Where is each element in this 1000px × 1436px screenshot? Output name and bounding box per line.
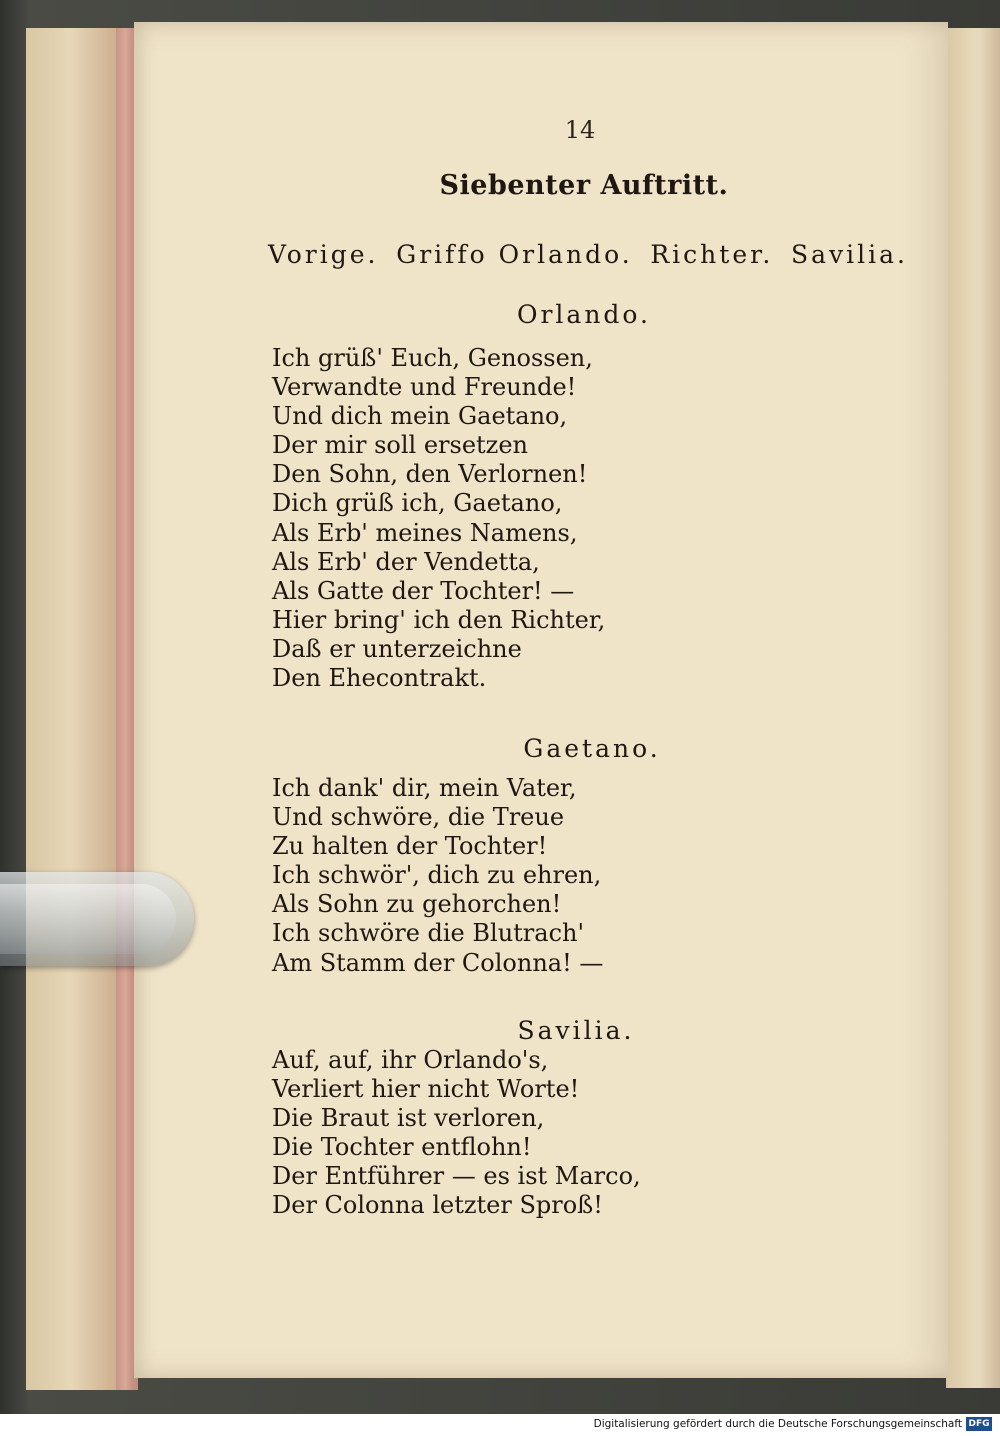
verse-line: Hier bring' ich den Richter, [272,605,606,634]
cast-member: Vorige. [268,240,379,269]
left-page-stripe [116,28,134,1390]
cast-member: Griffo Orlando. [396,240,633,269]
verse-line: Dich grüß ich, Gaetano, [272,489,563,518]
verse-line: Der Colonna letzter Sproß! [272,1191,603,1220]
verse-line: Der Entführer — es ist Marco, [272,1162,641,1191]
verse-line: Am Stamm der Colonna! — [272,948,604,977]
verse-line: Ich grüß' Euch, Genossen, [272,344,593,372]
verse-line: Ich dank' dir, mein Vater, [272,774,577,802]
page-holder-clip [0,872,194,966]
page-number: 14 [564,116,596,144]
footer-credit: Digitalisierung gefördert durch die Deutsche Forschungsgemeinschaft [593,1418,962,1430]
verse-line: Auf, auf, ihr Orlando's, [272,1046,549,1074]
verse-line: Als Sohn zu gehorchen! [272,890,562,919]
verse-line: Den Sohn, den Verlornen! [272,460,588,489]
verse-gaetano [272,774,603,978]
verse-line: Verwandte und Freunde! [272,373,577,402]
verse-line: Als Erb' meines Namens, [272,518,578,547]
cast-member: Savilia. [790,240,908,269]
digitization-footer [0,1414,1000,1436]
verse-line: Den Ehecontrakt. [272,664,487,693]
speaker-savilia: Savilia. [517,1016,635,1045]
verse-line: Daß er unterzeichne [272,634,522,663]
cast-list [268,240,908,269]
verse-line: Die Braut ist verloren, [272,1104,545,1133]
clip-highlight [0,884,176,954]
right-page-edge [946,28,1000,1388]
speaker-orlando: Orlando. [516,300,651,329]
verse-line: Und schwöre, die Treue [272,803,565,832]
verse-line: Als Erb' der Vendetta, [272,547,540,576]
verse-savilia [272,1046,641,1221]
speaker-gaetano: Gaetano. [523,734,661,763]
verse-line: Ich schwör', dich zu ehren, [272,861,602,890]
verse-line: Zu halten der Tochter! [272,832,548,861]
verse-line: Und dich mein Gaetano, [272,402,568,431]
verse-orlando [272,344,605,693]
scene-heading: Siebenter Auftritt. [439,170,729,201]
verse-line: Verliert hier nicht Worte! [272,1075,580,1104]
cast-member: Richter. [650,240,774,269]
verse-line: Als Gatte der Tochter! — [272,576,575,605]
verse-line: Die Tochter entflohn! [272,1133,532,1162]
dfg-logo-icon: DFG [966,1417,992,1431]
verse-line: Ich schwöre die Blutrach' [272,919,585,948]
verse-line: Der mir soll ersetzen [272,431,528,460]
